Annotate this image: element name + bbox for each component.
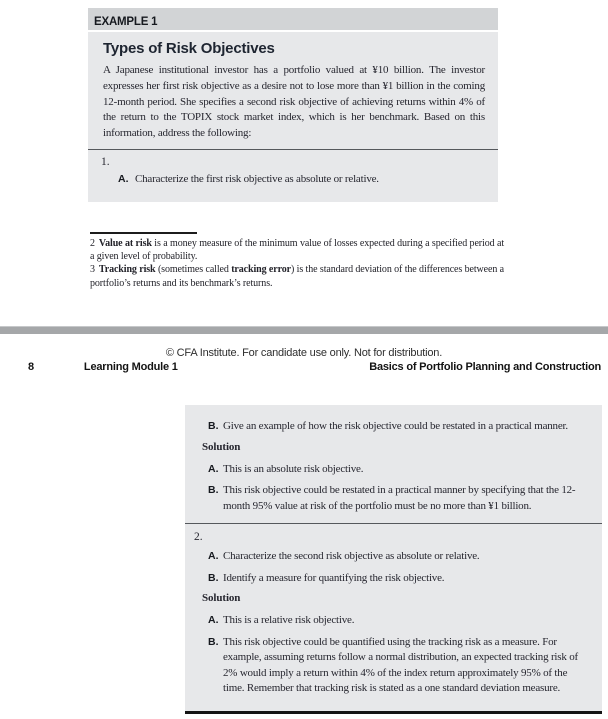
solution-1a-letter: A. xyxy=(208,462,219,475)
example-1-box xyxy=(88,32,498,202)
question-1b-item xyxy=(208,419,586,435)
question-2-divider xyxy=(185,523,602,524)
question-1a-text: Characterize the first risk objective as absolute or relative. xyxy=(135,172,379,185)
footnote-3-text-b: ) is the standard deviation of the differences between a portfolio’s returns and its benchmark’s returns. xyxy=(90,264,504,289)
footnote-2-number: 2 xyxy=(90,238,95,249)
question-2-number: 2. xyxy=(194,531,203,543)
solution-1b-item xyxy=(208,483,586,514)
solution-2a-item xyxy=(208,613,586,629)
question-2b-letter: B. xyxy=(208,571,219,584)
solution-2a-text: This is a relative risk objective. xyxy=(223,614,355,626)
solution-2b-letter: B. xyxy=(208,635,219,648)
question-1a-item xyxy=(118,172,480,188)
solution-1a-text: This is an absolute risk objective. xyxy=(223,462,364,475)
question-1-block xyxy=(88,156,498,188)
footnote-2 xyxy=(90,237,504,263)
question-1b-letter: B. xyxy=(208,420,219,432)
footnote-3-text-a: (sometimes called xyxy=(155,264,232,276)
copyright-notice: © CFA Institute. For candidate use only. Not for distribution. xyxy=(165,347,443,359)
footnotes-block xyxy=(90,237,504,290)
example-intro-paragraph: A Japanese institutional investor has a portfolio valued at ¥10 billion. The investor expresses her first risk objective as a desire not to lose more than ¥1 billion in the coming 12-month period. She specifies a second risk objective of achieving returns within 4% of the return to the TOPIX stock market index, which is her benchmark. Based on this information, address the following: xyxy=(103,64,485,140)
learning-module-label: Learning Module 1 xyxy=(83,361,178,373)
question-2a-letter: A. xyxy=(208,550,219,562)
footnote-3-term: Tracking risk xyxy=(98,264,156,276)
solution-1b-text: This risk objective could be restated in a practical manner by specifying that the 12-month 95% value at risk of the portfolio must be no more than ¥1 billion. xyxy=(223,484,576,512)
question-2b-item xyxy=(208,571,586,587)
example-1-box-continued xyxy=(185,405,602,714)
footnote-3-number: 3 xyxy=(90,264,95,276)
footnote-3-term-2: tracking error xyxy=(231,264,291,276)
question-2a-item xyxy=(208,549,586,565)
question-1-divider xyxy=(88,149,498,150)
solution-2-label: Solution xyxy=(202,592,241,604)
solution-1-label: Solution xyxy=(202,440,241,453)
footnote-3 xyxy=(90,263,504,289)
question-2b-text: Identify a measure for quantifying the risk objective. xyxy=(223,571,445,584)
example-1-header-band xyxy=(88,8,498,30)
solution-1b-letter: B. xyxy=(208,484,219,496)
running-head xyxy=(28,361,601,373)
example-title: Types of Risk Objectives xyxy=(103,40,275,57)
solution-2b-item xyxy=(208,635,586,697)
question-1a-letter: A. xyxy=(118,172,129,185)
example-1-label: EXAMPLE 1 xyxy=(94,16,158,28)
solution-2b-text: This risk objective could be quantified using the tracking risk as a measure. For example, assuming returns follow a normal distribution, an expected tracking risk of 2% would imply a return within 4% of the index return approximately 95% of the time. Remember that tracking risk is stated as a one standard deviation measure. xyxy=(223,635,578,694)
reading-title: Basics of Portfolio Planning and Construction xyxy=(369,361,601,373)
example-1-content xyxy=(88,32,498,142)
footnote-2-term: Value at risk xyxy=(98,238,152,249)
page-number: 8 xyxy=(28,361,34,373)
question-1b-text: Give an example of how the risk objective could be restated in a practical manner. xyxy=(223,420,568,432)
footnote-2-text: is a money measure of the minimum value of losses expected during a specified period at a given level of probability. xyxy=(90,238,504,263)
question-1-number: 1. xyxy=(101,155,110,168)
solution-1a-item xyxy=(208,462,586,478)
question-2a-text: Characterize the second risk objective as absolute or relative. xyxy=(223,550,480,562)
footnote-separator-rule xyxy=(90,232,197,234)
page-break-bar xyxy=(0,326,608,334)
solution-2a-letter: A. xyxy=(208,614,219,626)
